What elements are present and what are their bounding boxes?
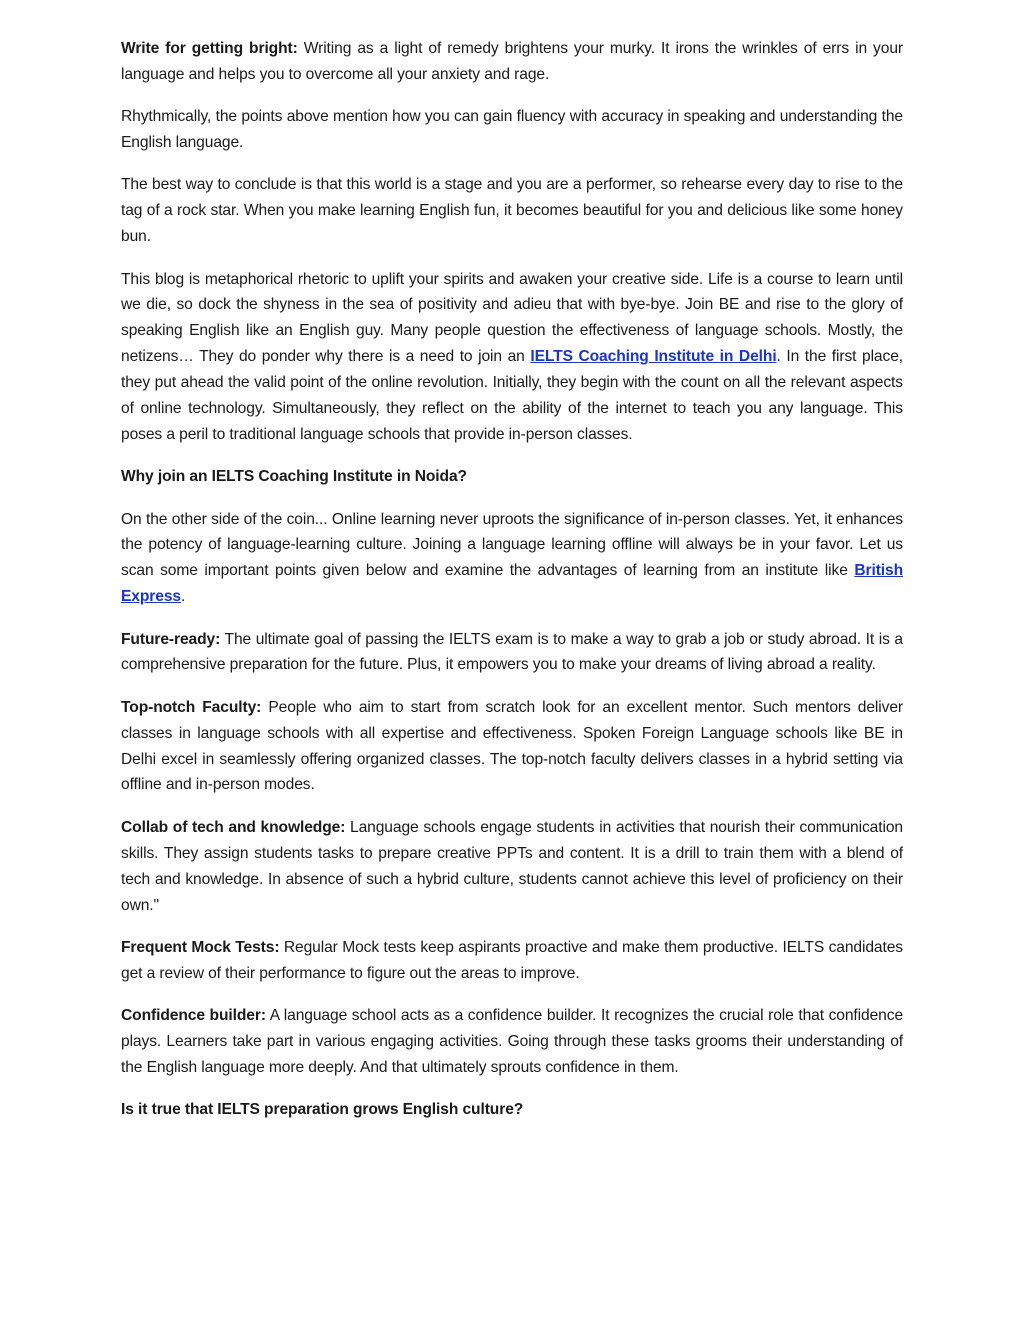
paragraph-text: Writing as a light of remedy brightens your murky. It irons the wrinkles of errs in your language and helps you to overcome all your anxiety and rage. <box>121 40 903 83</box>
paragraph-frequent-mock-tests <box>121 935 903 987</box>
paragraph-lead: Collab of tech and knowledge: <box>121 818 346 836</box>
paragraph-lead: Top-notch Faculty: <box>121 698 262 716</box>
british-express-link[interactable]: British Express <box>121 562 904 606</box>
paragraph-other-side-of-coin <box>121 507 903 611</box>
paragraph-text: A language school acts as a confidence builder. It recognizes the crucial role that confidence plays. Learners take part in various engaging activities. Going through these tasks grooms their understanding of the English language more deeply. And that ultimately sprouts confidence in them. <box>121 1007 904 1076</box>
paragraph-text: . <box>181 588 186 606</box>
paragraph-collab-tech-knowledge <box>121 815 903 919</box>
paragraph-lead: Write for getting bright: <box>121 40 298 57</box>
section-heading-ielts-culture: Is it true that IELTS preparation grows English culture? <box>121 1101 524 1119</box>
paragraph-text: The ultimate goal of passing the IELTS exam is to make a way to grab a job or study abroad. It is a comprehensive preparation for the future. Plus, it empowers you to make your dreams of living abroad a reality. <box>121 630 903 674</box>
paragraph-text: Language schools engage students in activities that nourish their communication skills. They assign students tasks to prepare creative PPTs and content. It is a drill to train them with a blend of tech and knowledge. In absence of such a hybrid culture, students cannot achieve this level of proficiency on their own." <box>121 818 903 914</box>
paragraph-future-ready <box>121 627 903 679</box>
paragraph-text: Regular Mock tests keep aspirants proactive and make them productive. IELTS candidates get a review of their performance to figure out the areas to improve. <box>121 938 903 982</box>
paragraph-confidence-builder <box>121 1003 903 1081</box>
paragraph-metaphorical-rhetoric <box>121 267 903 448</box>
paragraph-text: The best way to conclude is that this world is a stage and you are a performer, so rehearse every day to rise to the tag of a rock star. When you make learning English fun, it becomes beautiful for you and delicious like some honey bun. <box>121 176 903 246</box>
paragraph-lead: Confidence builder: <box>121 1007 266 1024</box>
paragraph-write-for-getting-bright <box>121 36 903 88</box>
paragraph-top-notch-faculty <box>121 695 903 799</box>
paragraph-lead: Frequent Mock Tests: <box>121 938 280 956</box>
paragraph-text: Rhythmically, the points above mention how you can gain fluency with accuracy in speaking and understanding the English language. <box>121 108 903 152</box>
paragraph-text: People who aim to start from scratch look for an excellent mentor. Such mentors deliver classes in language schools with all expertise and effectiveness. Spoken Foreign Language schools like BE in Delhi excel in seamlessly offering organized classes. The top-notch faculty delivers classes in a hybrid setting via offline and in-person modes. <box>121 698 904 794</box>
paragraph-lead: Future-ready: <box>121 630 221 648</box>
paragraph-best-way-to-conclude <box>121 172 903 250</box>
paragraph-text: . In the first place, they put ahead the valid point of the online revolution. Initially, they begin with the count on all the relevant aspects of online technology. Simultaneously, they reflect on the ability of the internet to teach you any language. This poses a peril to traditional language schools that provide in-person classes. <box>121 348 904 443</box>
section-heading-why-join: Why join an IELTS Coaching Institute in Noida? <box>121 468 467 486</box>
paragraph-rhythmically <box>121 104 903 156</box>
ielts-coaching-delhi-link[interactable]: IELTS Coaching Institute in Delhi <box>530 348 777 366</box>
paragraph-text: On the other side of the coin... Online learning never uproots the significance of in-person classes. Yet, it enhances the potency of language-learning culture. Joining a language learning offline will always be in your favor. Let us scan some important points given below and examine the advantages of learning from an institute like <box>121 510 903 580</box>
paragraph-text: This blog is metaphorical rhetoric to uplift your spirits and awaken your creative side. Life is a course to learn until we die, so dock the shyness in the sea of positivity and adieu that with bye-bye. Join BE and rise to the glory of speaking English like an English guy. Many people question the effectiveness of language schools. Mostly, the netizens… They do ponder why there is a need to join an <box>121 270 903 366</box>
